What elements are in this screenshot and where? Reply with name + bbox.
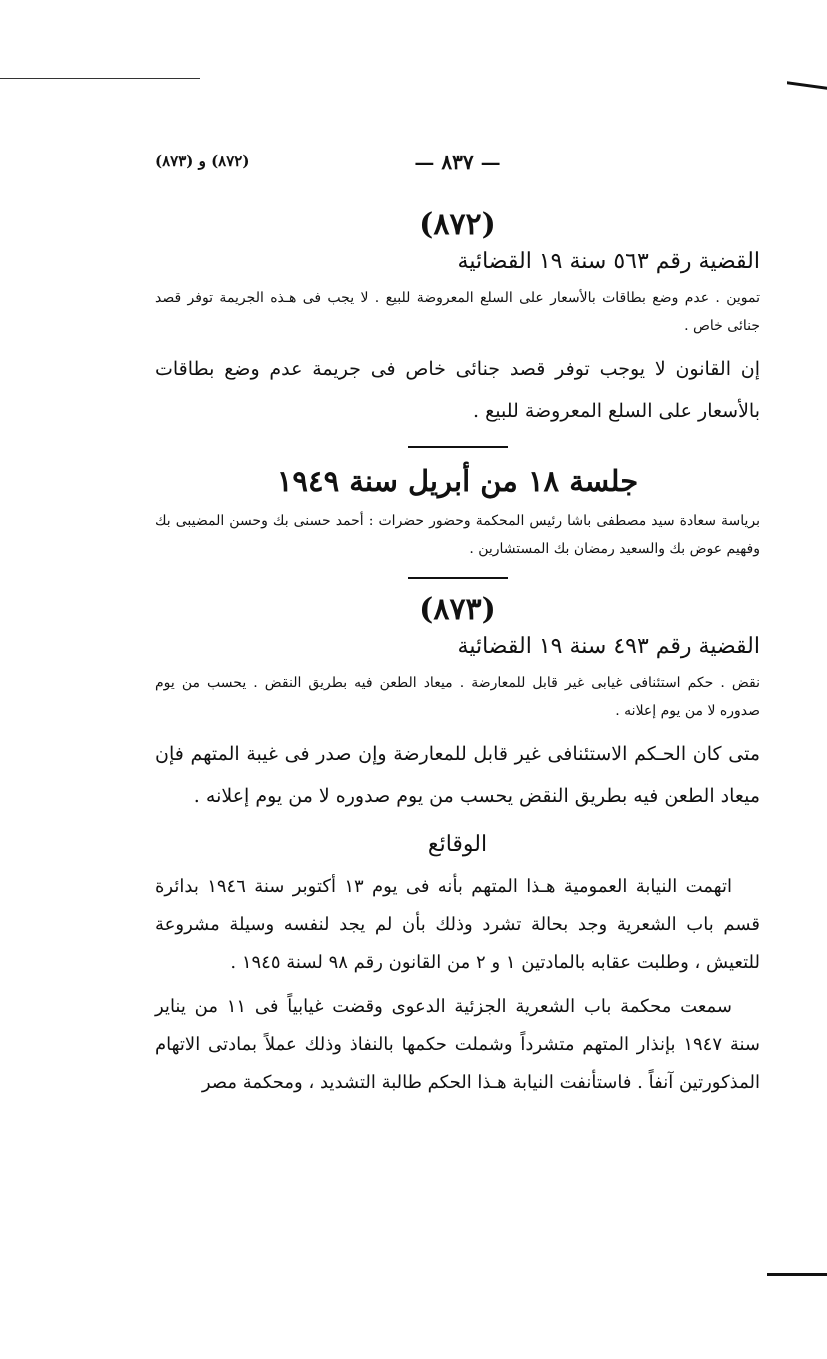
session-title: جلسة ١٨ من أبريل سنة ١٩٤٩: [276, 463, 639, 498]
case-title: القضية رقم ٤٩٣ سنة ١٩ القضائية: [457, 634, 760, 660]
session-presidency: برياسة سعادة سيد مصطفى باشا رئيس المحكمة وحضور حضرات : أحمد حسنى بك وحسن المضيبى بك وفهيم عوض بك والسعيد رمضان بك المستشارين .: [155, 513, 760, 558]
section-divider: [408, 577, 508, 579]
section-divider: [408, 446, 508, 448]
facts-heading: الوقائع: [427, 832, 488, 858]
case-summary: نقض . حكم استئنافى غيابى غير قابل للمعارضة . ميعاد الطعن فيه بطريق النقض . يحسب من يوم صدوره لا من يوم إعلانه .: [155, 675, 760, 720]
case-number: (٨٧٣): [419, 592, 496, 628]
document-page: [155, 150, 760, 1270]
facts-paragraph: سمعت محكمة باب الشعرية الجزئية الدعوى وقضت غيابياً فى ١١ من يناير سنة ١٩٤٧ بإنذار المتهم متشرداً وشملت حكمها بالنفاذ وذلك عملاً بمادتى الاتهام المذكورتين آنفاً . فاستأنفت النيابة هـذا الحكم طالبة التشديد ، ومحكمة مصر: [155, 996, 760, 1094]
facts-paragraph: اتهمت النيابة العمومية هـذا المتهم بأنه فى يوم ١٣ أكتوبر سنة ١٩٤٦ بدائرة قسم باب الشعرية وجد بحالة تشرد وذلك بأن لم يجد لنفسه وسيلة مشروعة للتعيش ، وطلبت عقابه بالمادتين ١ و ٢ من القانون رقم ٩٨ لسنة ١٩٤٥ .: [155, 876, 760, 974]
case-title: القضية رقم ٥٦٣ سنة ١٩ القضائية: [457, 249, 760, 274]
page-header: [155, 150, 760, 190]
scan-edge-mark: [767, 1273, 827, 1276]
case-number: (٨٧٢): [419, 207, 496, 242]
scan-edge-mark: [787, 81, 827, 90]
case-summary: تموين . عدم وضع بطاقات بالأسعار على السلع المعروضة للبيع . لا يجب فى هـذه الجريمة توفر قصد جنائى خاص .: [155, 289, 760, 334]
facts-body: [155, 868, 760, 1102]
case-references: (٨٧٢) و (٨٧٣): [155, 152, 250, 170]
page-number: — ٨٣٧ —: [414, 150, 501, 174]
legal-principle: إن القانون لا يوجب توفر قصد جنائى خاص فى جريمة عدم وضع بطاقات بالأسعار على السلع المعروضة للبيع .: [155, 357, 760, 422]
top-left-rule: [0, 78, 200, 79]
legal-principle: متى كان الحـكم الاستئنافى غير قابل للمعارضة وإن صدر فى غيبة المتهم فإن ميعاد الطعن فيه بطريق النقض يحسب من يوم صدوره لا من يوم إعلانه .: [155, 743, 760, 808]
